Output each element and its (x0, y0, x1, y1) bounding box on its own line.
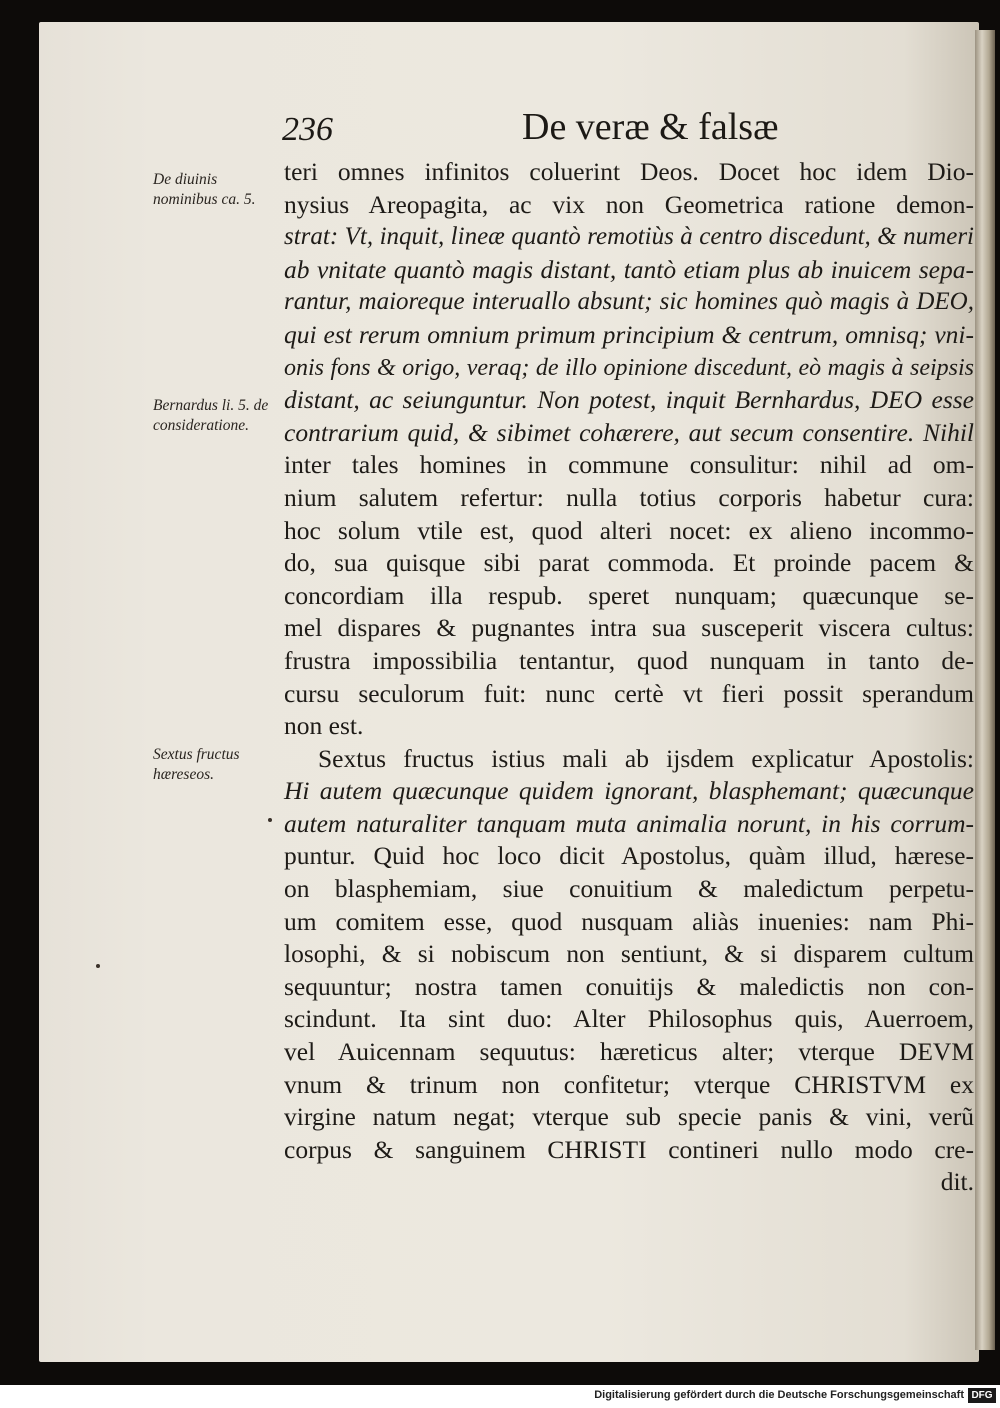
text-line: distant, ac seiunguntur. Non potest, inquit Bernhardus, DEO esse (284, 385, 974, 415)
text-line: concordiam illa respub. speret nunquam; quæcunque se- (284, 580, 974, 610)
text-line: puntur. Quid hoc loco dicit Apostolus, quàm illud, hærese- (284, 841, 974, 871)
text-line: non est. (284, 711, 364, 741)
text-line: frustra impossibilia tentantur, quod nunquam in tanto de- (284, 645, 974, 675)
marginal-note-dionysius: De diuinis nominibus ca. 5. (153, 171, 256, 208)
page-header (282, 105, 782, 155)
text-line: sequuntur; nostra tamen conuitijs & maledictis non con- (284, 971, 974, 1001)
text-line: nium salutem refertur: nulla totius corporis habetur cura: (284, 482, 974, 512)
text-line: teri omnes infinitos coluerint Deos. Docet hoc idem Dio- (284, 157, 974, 186)
page-number: 236 (282, 111, 333, 148)
text-line: inter tales homines in commune consulitur: nihil ad om- (284, 450, 974, 480)
text-line: qui est rerum omnium primum principium & centrum, omnisq; vni- (284, 319, 974, 349)
marginal-note-sextus: Sextus fructus hæreseos. (153, 746, 240, 783)
text-line: virgine natum negat; vterque sub specie panis & vini, verũ (284, 1102, 974, 1132)
text-line: vnum & trinum non confitetur; vterque CHRISTVM ex (284, 1069, 974, 1099)
footer-bar (0, 1385, 1000, 1408)
text-line: scindunt. Ita sint duo: Alter Philosophus quis, Auerroem, (284, 1004, 974, 1034)
page-edge-shadow (975, 30, 995, 1350)
footer-credit: Digitalisierung gefördert durch die Deutsche Forschungsgemeinschaft (594, 1389, 964, 1401)
body-text (284, 156, 974, 1199)
text-line: hoc solum vtile est, quod alteri nocet: ex alieno incommo- (284, 515, 974, 545)
text-line: corpus & sanguinem CHRISTI contineri nullo modo cre- (284, 1134, 974, 1164)
text-line: mel dispares & pugnantes intra sua susceperit viscera cultus: (284, 613, 974, 643)
text-line: cursu seculorum fuit: nunc certè vt fieri possit sperandum (284, 678, 974, 708)
text-line: dit. (940, 1167, 974, 1197)
text-line: Hi autem quæcunque quidem ignorant, blasphemant; quæcunque (284, 776, 974, 806)
ink-speck (268, 818, 272, 822)
text-line: Sextus fructus istius mali ab ijsdem explicatur Apostolis: (318, 743, 974, 773)
text-line: contrarium quid, & sibimet cohærere, aut secum consentire. Nihil (284, 417, 974, 447)
text-line: rantur, maioreque interuallo absunt; sic homines quò magis à DEO, (284, 288, 974, 316)
running-head: De veræ & falsæ (522, 106, 779, 148)
text-line: losophi, & si nobiscum non sentiunt, & si disparem cultum (284, 939, 974, 969)
text-line: on blasphemiam, siue conuitium & maledictum perpetu- (284, 874, 974, 904)
marginal-note-bernardus: Bernardus li. 5. de consideratione. (153, 397, 269, 434)
text-line: autem naturaliter tanquam muta animalia norunt, in his corrum- (284, 808, 974, 838)
text-line: onis fons & origo, veraq; de illo opinione discedunt, eò magis à seipsis (284, 354, 974, 381)
ink-speck (96, 964, 100, 968)
text-line: nysius Areopagita, ac vix non Geometrica ratione demon- (284, 189, 974, 219)
text-line: vel Auicennam sequutus: hæreticus alter; vterque DEVM (284, 1037, 974, 1067)
text-line: ab vnitate quantò magis distant, tantò etiam plus ab inuicem sepa- (284, 254, 974, 284)
dfg-logo: DFG (968, 1388, 996, 1403)
text-line: do, sua quisque sibi parat commoda. Et proinde pacem & (284, 548, 974, 578)
text-line: um comitem esse, quod nusquam aliàs inuenies: nam Phi- (284, 906, 974, 936)
text-line: strat: Vt, inquit, lineæ quantò remotiùs à centro discedunt, & numeri (284, 223, 974, 251)
